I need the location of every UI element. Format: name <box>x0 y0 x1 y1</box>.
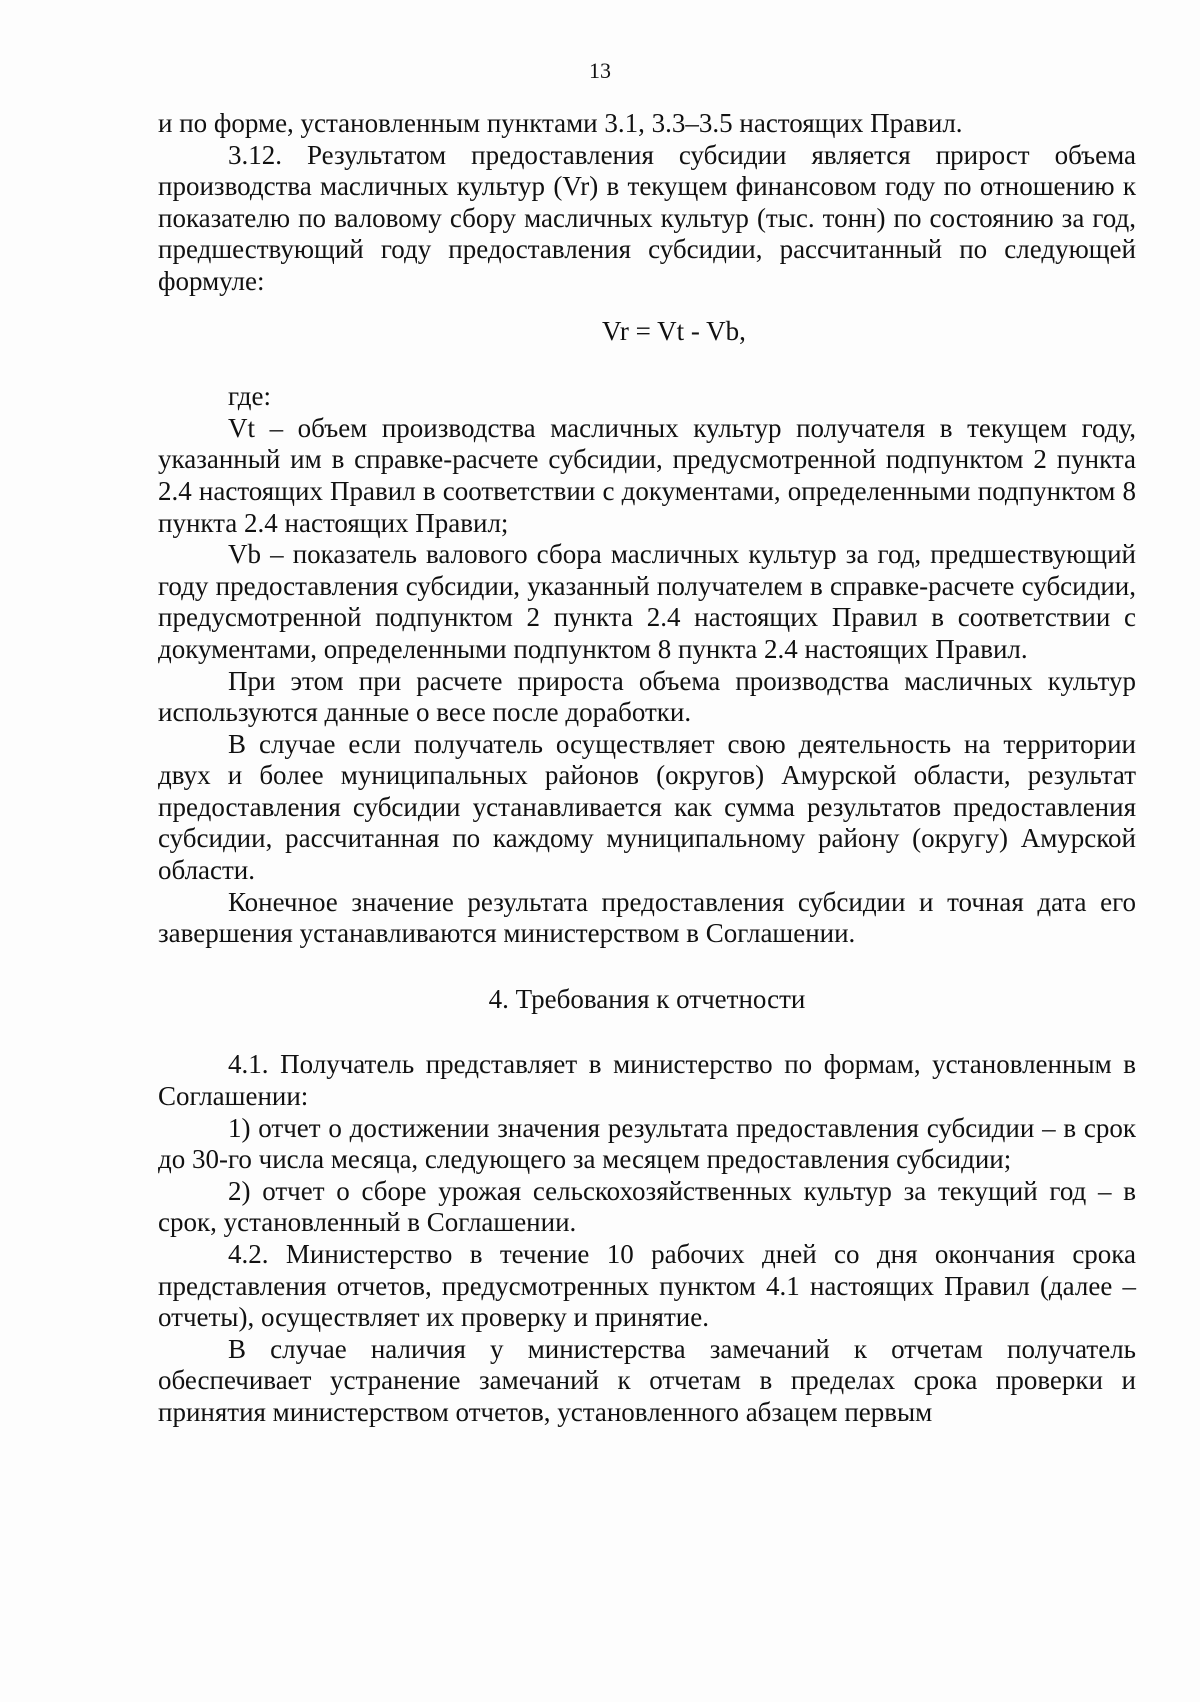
paragraph-4-1: 4.1. Получатель представляет в министерство по формам, установленным в Соглашении: <box>158 1049 1136 1112</box>
paragraph-multiple-districts: В случае если получатель осуществляет свою деятельность на территории двух и более муниципальных районов (округов) Амурской области, результат предоставления субсидии устанавливается как сумма результатов предоставления субсидии, рассчитанная по каждому муниципальному району (округу) Амурской области. <box>158 728 1136 886</box>
paragraph-weight-data: При этом при расчете прироста объема производства масличных культур используются данные о весе после доработки. <box>158 665 1136 728</box>
paragraph-3-12: 3.12. Результатом предоставления субсидии является прирост объема производства масличных культур (Vr) в текущем финансовом году по отношению к показателю по валовому сбору масличных культур (тыс. тонн) по состоянию за год, предшествующий году предоставления субсидии, рассчитанный по следующей формуле: <box>158 139 1136 296</box>
paragraph-final-value: Конечное значение результата предоставления субсидии и точная дата его завершения устанавливаются министерством в Соглашении. <box>158 886 1136 949</box>
paragraph-vb-definition: Vb – показатель валового сбора масличных культур за год, предшествующий году предоставления субсидии, указанный получателем в справке-расчете субсидии, предусмотренной подпунктом 2 пункта 2.4 настоящих Правил в соответствии с документами, определенными подпунктом 8 пункта 2.4 настоящих Правил. <box>158 539 1136 664</box>
paragraph-vt-definition: Vt – объем производства масличных культур получателя в текущем году, указанный им в справке-расчете субсидии, предусмотренной подпунктом 2 пункта 2.4 настоящих Правил в соответствии с документами, определенными подпунктом 8 пункта 2.4 настоящих Правил; <box>158 412 1136 538</box>
section-heading: 4. Требования к отчетности <box>488 983 806 1014</box>
paragraph-continuation: и по форме, установленным пунктами 3.1, 3.3–3.5 настоящих Правил. <box>158 108 963 138</box>
paragraph-4-2: 4.2. Министерство в течение 10 рабочих дней со дня окончания срока представления отчетов, предусмотренных пунктом 4.1 настоящих Правил (далее – отчеты), осуществляет их проверку и принятие. <box>158 1239 1136 1333</box>
formula: Vr = Vt - Vb, <box>602 315 746 346</box>
paragraph-where: где: <box>228 381 271 412</box>
paragraph-report-2: 2) отчет о сборе урожая сельскохозяйственных культур за текущий год – в срок, установленный в Соглашении. <box>158 1175 1136 1238</box>
paragraph-report-1: 1) отчет о достижении значения результата предоставления субсидии – в срок до 30-го числа месяца, следующего за месяцем предоставления субсидии; <box>158 1112 1136 1175</box>
document-body <box>158 108 1136 1429</box>
paragraph-remarks: В случае наличия у министерства замечаний к отчетам получатель обеспечивает устранение замечаний к отчетам в пределах срока проверки и принятия министерством отчетов, установленного абзацем первым <box>158 1333 1136 1427</box>
page-number: 13 <box>589 58 611 83</box>
